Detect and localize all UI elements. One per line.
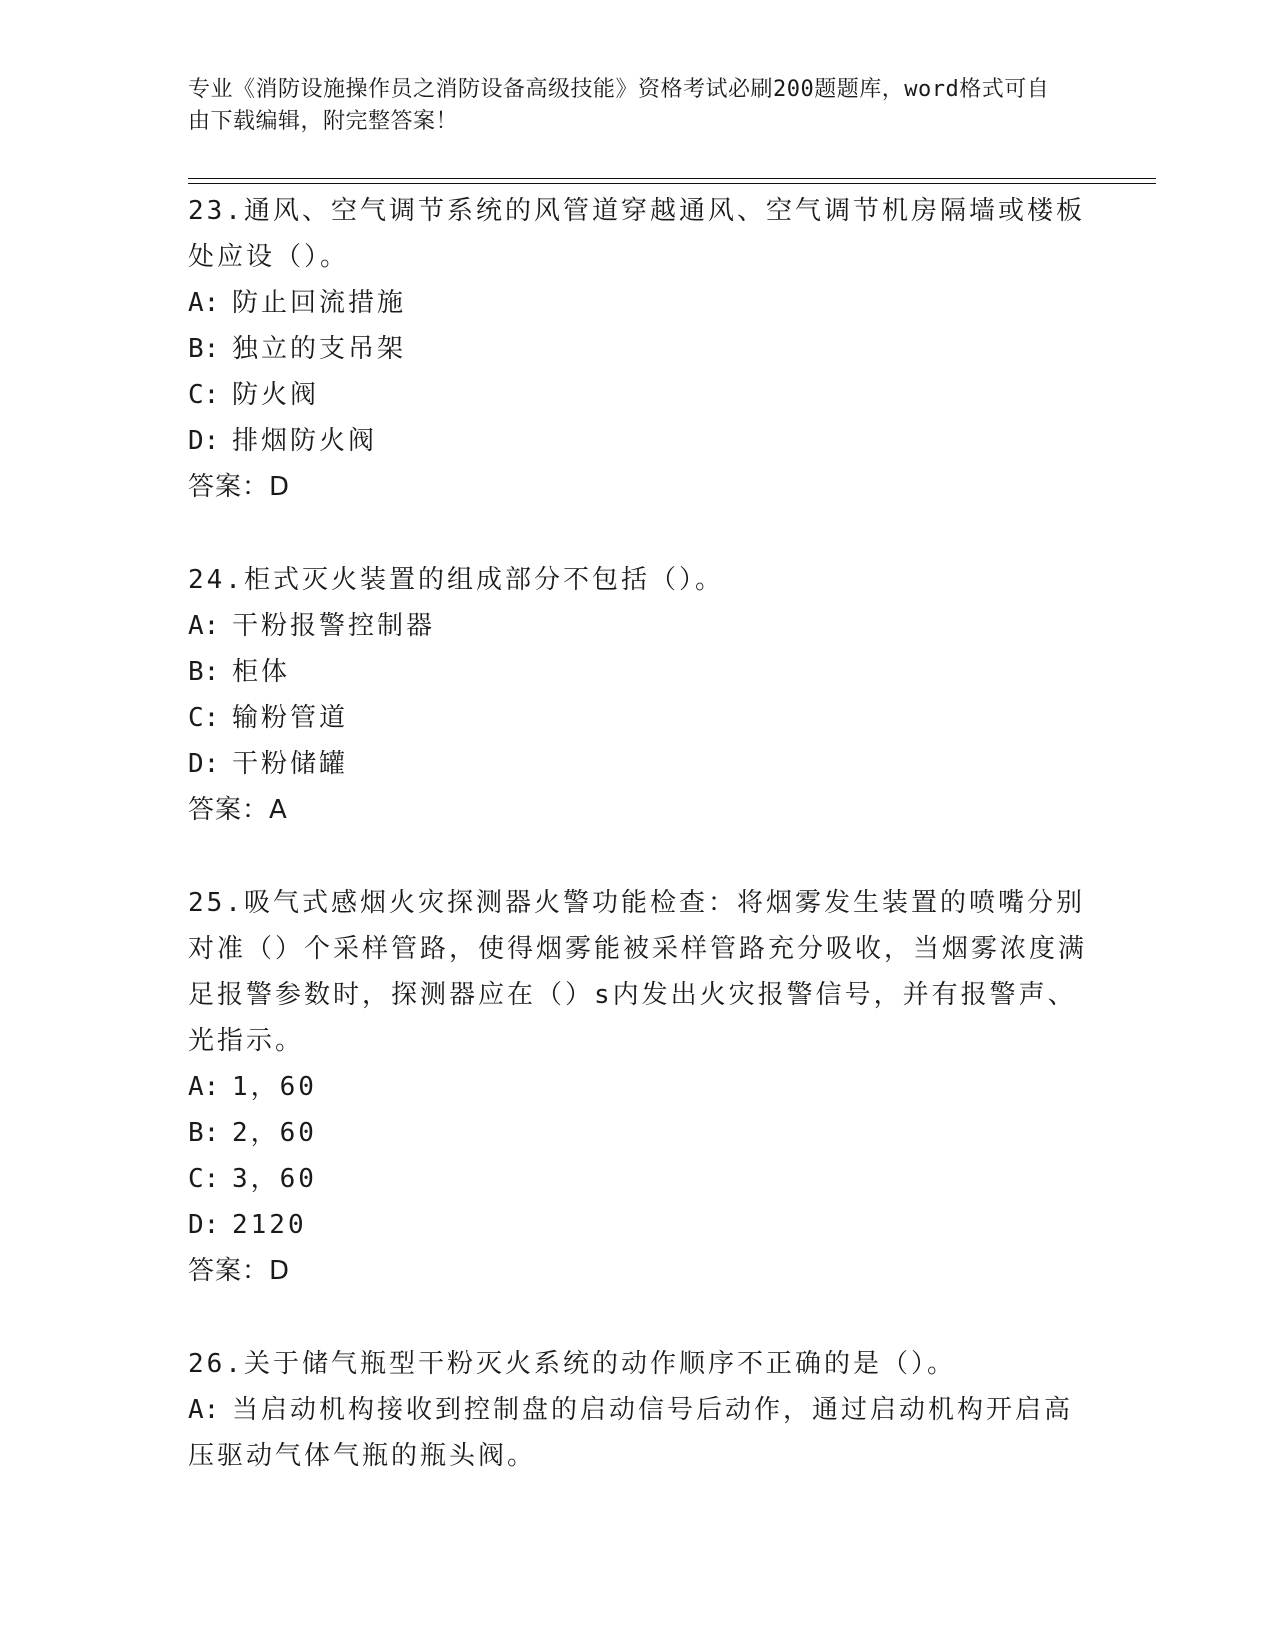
option-text: 排烟防火阀: [232, 426, 378, 456]
question-stem: 26.关于储气瓶型干粉灭火系统的动作顺序不正确的是（）。: [188, 1349, 956, 1379]
question-stem: 25.吸气式感烟火灾探测器火警功能检查：将烟雾发生装置的喷嘴分别对准（）个采样管路，使得烟雾能被采样管路充分吸收，当烟雾浓度满足报警参数时，探测器应在（）s内发出火灾报警信号，并有报警声、光指示。: [188, 888, 1088, 1056]
option-text: 干粉储罐: [232, 749, 349, 779]
option-key: D:: [188, 749, 220, 779]
option-a: [188, 280, 1088, 326]
option-key: C:: [188, 380, 220, 410]
option-text: 1，60: [232, 1072, 317, 1102]
option-key: D:: [188, 426, 220, 456]
option-a: [188, 603, 1088, 649]
option-b: [188, 649, 1088, 695]
option-key: A:: [188, 1395, 220, 1425]
option-b: [188, 326, 1088, 372]
option-text: 柜体: [232, 657, 291, 687]
option-d: [188, 741, 1088, 787]
option-c: [188, 695, 1088, 741]
option-text: 输粉管道: [232, 703, 349, 733]
option-b: [188, 1110, 1088, 1156]
question-25: [188, 880, 1088, 1294]
option-c: [188, 1156, 1088, 1202]
document-header: 专业《消防设施操作员之消防设备高级技能》资格考试必刷200题题库，word格式可自由下载编辑，附完整答案！: [188, 77, 1050, 134]
header-divider-top: [188, 178, 1156, 179]
option-text: 防止回流措施: [232, 288, 407, 318]
answer: 答案：A: [188, 795, 288, 825]
question-24: [188, 557, 1088, 833]
option-a: [188, 1064, 1088, 1110]
option-text: 2，60: [232, 1118, 317, 1148]
option-key: A:: [188, 611, 220, 641]
question-stem: 23.通风、空气调节系统的风管道穿越通风、空气调节机房隔墙或楼板处应设（）。: [188, 196, 1085, 272]
option-key: D:: [188, 1210, 220, 1240]
header-divider-bottom: [188, 183, 1156, 184]
option-text: 2120: [232, 1210, 307, 1240]
option-key: C:: [188, 703, 220, 733]
option-text: 3，60: [232, 1164, 317, 1194]
answer: 答案：D: [188, 1256, 291, 1286]
option-a: [188, 1387, 1088, 1479]
option-key: C:: [188, 1164, 220, 1194]
option-text: 独立的支吊架: [232, 334, 407, 364]
option-d: [188, 418, 1088, 464]
option-d: [188, 1202, 1088, 1248]
option-text: 防火阀: [232, 380, 320, 410]
option-text: 当启动机构接收到控制盘的启动信号后动作，通过启动机构开启高压驱动气体气瓶的瓶头阀。: [188, 1395, 1074, 1471]
option-key: A:: [188, 288, 220, 318]
option-key: B:: [188, 657, 220, 687]
option-text: 干粉报警控制器: [232, 611, 436, 641]
question-23: [188, 188, 1088, 510]
answer: 答案：D: [188, 472, 291, 502]
option-key: B:: [188, 1118, 220, 1148]
option-key: A:: [188, 1072, 220, 1102]
option-c: [188, 372, 1088, 418]
question-26: [188, 1341, 1088, 1479]
option-key: B:: [188, 334, 220, 364]
question-stem: 24.柜式灭火装置的组成部分不包括（）。: [188, 565, 724, 595]
question-list: [188, 188, 1088, 1526]
